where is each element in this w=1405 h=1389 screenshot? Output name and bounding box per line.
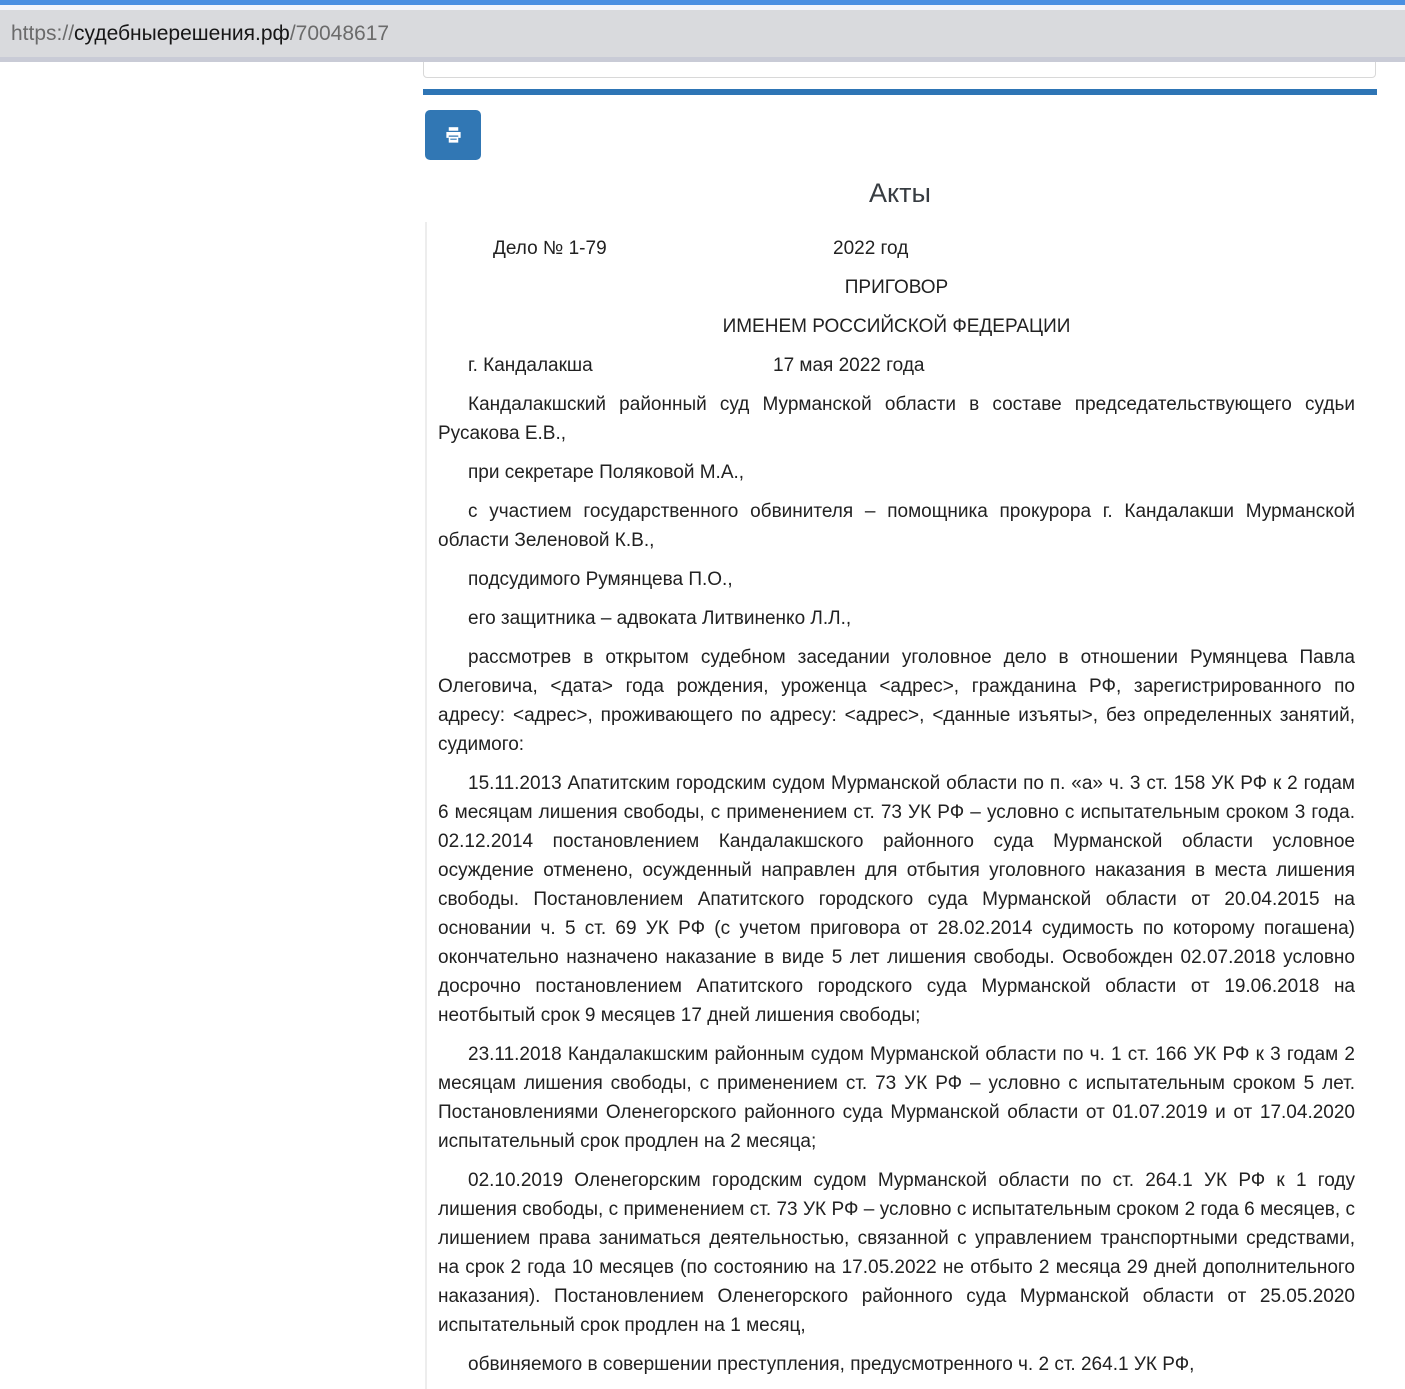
decision-date: 17 мая 2022 года (773, 355, 925, 376)
place-date-line (438, 351, 1355, 380)
content-top-divider (423, 89, 1377, 95)
case-number-line (438, 234, 1355, 263)
address-bar[interactable] (0, 10, 1405, 57)
paragraph-defender: его защитника – адвоката Литвиненко Л.Л., (468, 608, 852, 629)
case-year: 2022 год (833, 238, 909, 259)
document-heading-verdict: ПРИГОВОР (844, 277, 949, 298)
document-heading-federation: ИМЕНЕМ РОССИЙСКОЙ ФЕДЕРАЦИИ (722, 316, 1071, 337)
print-button[interactable] (425, 110, 481, 160)
printer-icon (444, 126, 463, 145)
paragraph-case-review: рассмотрев в открытом судебном заседании уголовное дело в отношении Румянцева Павла Олеговича, <дата> года рождения, уроженца <адрес>, гражданина РФ, зарегистрированного по адресу: <адрес>, проживающего по адресу: <адрес>, <данные изъяты>, без определенных занятий, судимого: (438, 647, 1355, 755)
url-scheme: https:// (11, 21, 75, 45)
paragraph-conviction-2019: 02.10.2019 Оленегорским городским судом Мурманской области по ст. 264.1 УК РФ к 1 году лишения свободы, с применением ст. 73 УК РФ – условно с испытательным сроком 2 года 6 месяцев, с лишением права заниматься деятельностью, связанной с управлением транспортными средствами, на срок 2 года 10 месяцев (по состоянию на 17.05.2022 не отбыто 2 месяца 29 дней дополнительного наказания). Постановлением Оленегорского районного суда Мурманской области от 25.05.2020 испытательный срок продлен на 1 месяц, (438, 1170, 1355, 1336)
paragraph-conviction-2018: 23.11.2018 Кандалакшским районным судом Мурманской области по ч. 1 ст. 166 УК РФ к 3 годам 2 месяцам лишения свободы, с применением ст. 73 УК РФ – условно с испытательным сроком 5 лет. Постановлениями Оленегорского районного суда Мурманской области от 01.07.2019 и от 17.04.2020 испытательный срок продлен на 2 месяца; (438, 1044, 1355, 1152)
address-bar-underline (0, 57, 1405, 62)
paragraph-secretary: при секретаре Поляковой М.А., (468, 462, 745, 483)
paragraph-prosecutor: с участием государственного обвинителя – помощника прокурора г. Кандалакши Мурманской области Зеленовой К.В., (438, 501, 1355, 551)
paragraph-accusation: обвиняемого в совершении преступления, предусмотренного ч. 2 ст. 264.1 УК РФ, (468, 1354, 1195, 1375)
paragraph-defendant: подсудимого Румянцева П.О., (468, 569, 733, 590)
paragraph-court-composition: Кандалакшский районный суд Мурманской области в составе председательствующего судьи Русакова Е.В., (438, 394, 1355, 444)
url-path: /70048617 (289, 21, 390, 45)
place-name: г. Кандалакша (468, 355, 593, 376)
paragraph-conviction-2013: 15.11.2013 Апатитским городским судом Мурманской области по п. «а» ч. 3 ст. 158 УК РФ к 2 годам 6 месяцам лишения свободы, с применением ст. 73 УК РФ – условно с испытательным сроком 3 года. 02.12.2014 постановлением Кандалакшского районного суда Мурманской области условное осуждение отменено, осужденный направлен для отбытия уголовного наказания в места лишения свободы. Постановлением Апатитского городского суда Мурманской области от 20.04.2015 на основании ч. 5 ст. 69 УК РФ (с учетом приговора от 28.02.2014 судимость по которому погашена) окончательно назначено наказание в виде 5 лет лишения свободы. Освобожден 02.07.2018 условно досрочно постановлением Апатитского городского суда Мурманской области от 19.06.2018 на неотбытый срок 9 месяцев 17 дней лишения свободы; (438, 773, 1355, 1026)
case-number: Дело № 1-79 (493, 238, 607, 259)
url-domain: судебныерешения.рф (74, 21, 290, 45)
page-title: Акты (869, 178, 931, 208)
document-panel (425, 222, 1375, 1389)
